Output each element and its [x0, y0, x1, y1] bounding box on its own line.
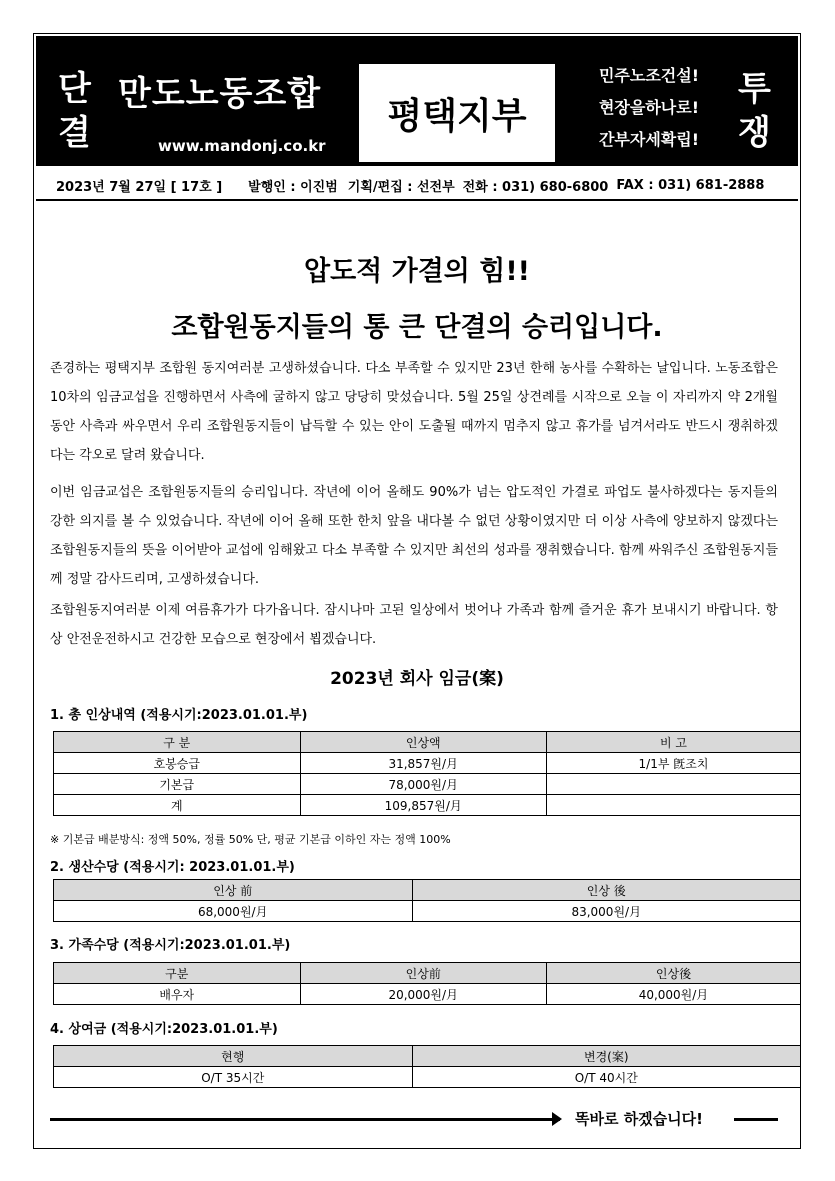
table-header: 구 분 — [54, 732, 301, 753]
table-row — [54, 1067, 801, 1088]
publisher: 발행인 : 이진범 — [248, 179, 338, 195]
slogan: 간부자세확립! — [598, 130, 700, 149]
section-4-title: 4. 상여금 (적용시기:2023.01.01.부) — [50, 1022, 278, 1037]
table-cell: 68,000원/月 — [54, 901, 413, 922]
table-header: 현행 — [54, 1046, 413, 1067]
table-header: 인상前 — [300, 963, 547, 984]
table-header: 인상액 — [300, 732, 547, 753]
fax: FAX : 031) 681-2888 — [616, 177, 765, 193]
headline-line-2: 조합원동지들의 통 큰 단결의 승리입니다. — [171, 312, 663, 343]
table-cell: 배우자 — [54, 984, 301, 1005]
arrow-right-icon — [552, 1112, 562, 1126]
table-cell: 78,000원/月 — [300, 774, 547, 795]
issue-info — [36, 171, 798, 201]
section-1-title: 1. 총 인상내역 (적용시기:2023.01.01.부) — [50, 708, 308, 723]
section-3-title: 3. 가족수당 (적용시기:2023.01.01.부) — [50, 938, 291, 953]
headline-line-1: 압도적 가결의 힘!! — [303, 256, 530, 287]
editor: 기획/편집 : 선전부 — [347, 179, 455, 195]
table-cell: 계 — [54, 795, 301, 816]
table-cell: 호봉승급 — [54, 753, 301, 774]
table-cell: 109,857원/月 — [300, 795, 547, 816]
table-row — [54, 901, 801, 922]
section-2-title: 2. 생산수당 (적용시기: 2023.01.01.부) — [50, 860, 295, 875]
slogans — [584, 60, 714, 156]
table-cell — [547, 795, 801, 816]
table-header: 인상後 — [547, 963, 801, 984]
wage-title: 2023년 회사 임금(案) — [330, 669, 504, 689]
issue-date: 2023년 7월 27일 [ 17호 ] — [56, 179, 223, 195]
table-bonus — [53, 1045, 801, 1088]
table-total-raise — [53, 731, 801, 816]
table-family-allowance — [53, 962, 801, 1005]
slogan: 민주노조건설! — [598, 66, 700, 85]
table-cell: 20,000원/月 — [300, 984, 547, 1005]
footer-rule-end — [734, 1118, 778, 1121]
table-row — [54, 795, 801, 816]
branch-name: 평택지부 — [359, 64, 555, 162]
table-cell — [547, 774, 801, 795]
masthead-right-char-2: 쟁 — [738, 113, 771, 153]
distribution-note: ※ 기본급 배분방식: 정액 50%, 정률 50% 단, 평균 기본급 이하인 자는 정액 100% — [50, 833, 451, 846]
paragraph: 이번 임금교섭은 조합원동지들의 승리입니다. 작년에 이어 올해도 90%가 넘는 압도적인 가결로 파업도 불사하겠다는 동지들의 강한 의지를 볼 수 있었습니다. 작년에 이어 올해 또한 한치 앞을 내다볼 수 없던 상황이였지만 더 이상 사측에 양보하지 않겠다는 조합원동지들의 뜻을 이어받아 교섭에 임해왔고 다소 부족할 수 있지만 최선의 성과를 쟁취했습니다. 함께 싸워주신 조합원동지들께 정말 감사드리며, 고생하셨습니다. — [50, 485, 778, 587]
table-header: 변경(案) — [412, 1046, 800, 1067]
table-cell: 31,857원/月 — [300, 753, 547, 774]
table-production-allowance — [53, 879, 801, 922]
paragraph: 존경하는 평택지부 조합원 동지여러분 고생하셨습니다. 다소 부족할 수 있지만 23년 한해 농사를 수확하는 날입니다. 노동조합은 10차의 임금교섭을 진행하면서 사측에 굴하지 않고 당당히 맞섰습니다. 5월 25일 상견례를 시작으로 오늘 이 자리까지 약 2개월 동안 사측과 싸우면서 우리 조합원동지들이 납득할 수 있는 안이 도출될 때까지 멈추지 않고 휴가를 넘겨서라도 반드시 쟁취하겠다는 각오로 달려 왔습니다. — [50, 361, 778, 463]
website-url: www.mandonj.co.kr — [158, 137, 326, 155]
masthead — [36, 36, 798, 166]
table-header: 구분 — [54, 963, 301, 984]
table-cell: 83,000원/月 — [412, 901, 800, 922]
footer-slogan: 똑바로 하겠습니다! — [575, 1110, 703, 1128]
table-header: 인상 前 — [54, 880, 413, 901]
masthead-right-char-1: 투 — [738, 69, 771, 109]
table-cell: 1/1부 旣조치 — [547, 753, 801, 774]
table-cell: O/T 35시간 — [54, 1067, 413, 1088]
slogan: 현장을하나로! — [598, 98, 700, 117]
paper-name: 만도노동조합 — [118, 74, 322, 114]
table-cell: 기본급 — [54, 774, 301, 795]
table-row — [54, 774, 801, 795]
masthead-left-char-2: 결 — [58, 113, 91, 153]
table-header: 비 고 — [547, 732, 801, 753]
paragraph: 조합원동지여러분 이제 여름휴가가 다가옵니다. 잠시나마 고된 일상에서 벗어나 가족과 함께 즐거운 휴가 보내시기 바랍니다. 항상 안전운전하시고 건강한 모습으로 현장에서 뵙겠습니다. — [50, 603, 778, 647]
footer-rule — [50, 1118, 560, 1121]
table-cell: O/T 40시간 — [412, 1067, 800, 1088]
table-row — [54, 753, 801, 774]
phone: 전화 : 031) 680-6800 — [462, 179, 609, 195]
table-row — [54, 984, 801, 1005]
table-cell: 40,000원/月 — [547, 984, 801, 1005]
masthead-left-char-1: 단 — [58, 69, 91, 109]
table-header: 인상 後 — [412, 880, 800, 901]
